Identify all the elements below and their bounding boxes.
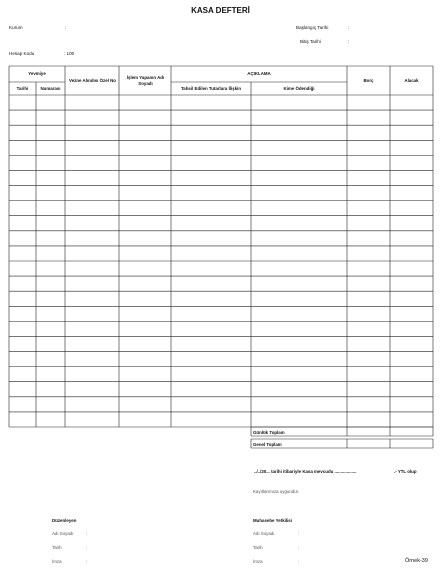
duzenleyen-tarih-colon: : <box>86 545 88 550</box>
kurum-separator: : <box>65 25 67 30</box>
genel-toplam-label: Genel Toplam <box>253 442 282 447</box>
kayitlara-uygundur: Kayıtlarımıza uygundur. <box>253 489 300 494</box>
gunluk-toplam-label: Günlük Toplam <box>253 430 285 435</box>
form-number: Örnek-39 <box>405 558 428 564</box>
header-aciklama: AÇIKLAMA <box>247 71 271 77</box>
muhasebe-heading: Muhasebe Yetkilisi <box>253 518 292 523</box>
muhasebe-tarih-colon: : <box>298 545 300 550</box>
page-title: KASA DEFTERİ <box>191 6 250 15</box>
muhasebe-imza-colon: : <box>298 559 300 564</box>
hesap-kodu-value: : 100 <box>64 51 75 56</box>
header-tarihi: Tarihi <box>16 85 29 91</box>
bitis-separator: : <box>348 39 350 44</box>
header-tahsil: Tahsil Edilen Tutarlara İlişkin <box>180 85 242 91</box>
header-yevmiye: Yevmiye <box>28 71 46 77</box>
duzenleyen-imza-colon: : <box>86 559 88 564</box>
baslangic-label: Başlangıç Tarihi <box>296 25 329 30</box>
header-kime: Kime Ödendiği <box>283 85 315 91</box>
kurum-label: Kurum <box>9 25 23 30</box>
duzenleyen-tarih-label: Tarih <box>52 545 62 550</box>
header-islem: İşlem Yapanın Adı Soyadı <box>126 75 165 86</box>
muhasebe-adi-soyadi-colon: : <box>298 531 300 536</box>
muhasebe-imza-label: İmza <box>253 559 263 564</box>
header-alacak: Alacak <box>404 77 419 83</box>
kasa-mevcudu-statement: ../../20... tarihi itibariyle Kasa mevcudu .................. <box>254 469 357 474</box>
duzenleyen-heading: Düzenleyen <box>52 518 77 523</box>
header-numarasi: Numarası <box>40 85 61 91</box>
bitis-label: Bitiş Tarihi <box>300 39 321 44</box>
header-vezne: Vezne Alındısı Özel No <box>69 77 116 83</box>
hesap-kodu-label: Hesap Kodu <box>9 51 35 56</box>
baslangic-separator: : <box>348 25 350 30</box>
header-borc: Borç <box>363 77 374 83</box>
kasa-mevcudu-suffix: .- YTL olup <box>394 469 417 474</box>
duzenleyen-imza-label: İmza <box>52 559 62 564</box>
duzenleyen-adi-soyadi-colon: : <box>86 531 88 536</box>
muhasebe-tarih-label: Tarih <box>253 545 263 550</box>
duzenleyen-adi-soyadi-label: Adı Soyadı <box>52 531 74 536</box>
muhasebe-adi-soyadi-label: Adı Soyadı <box>253 531 275 536</box>
